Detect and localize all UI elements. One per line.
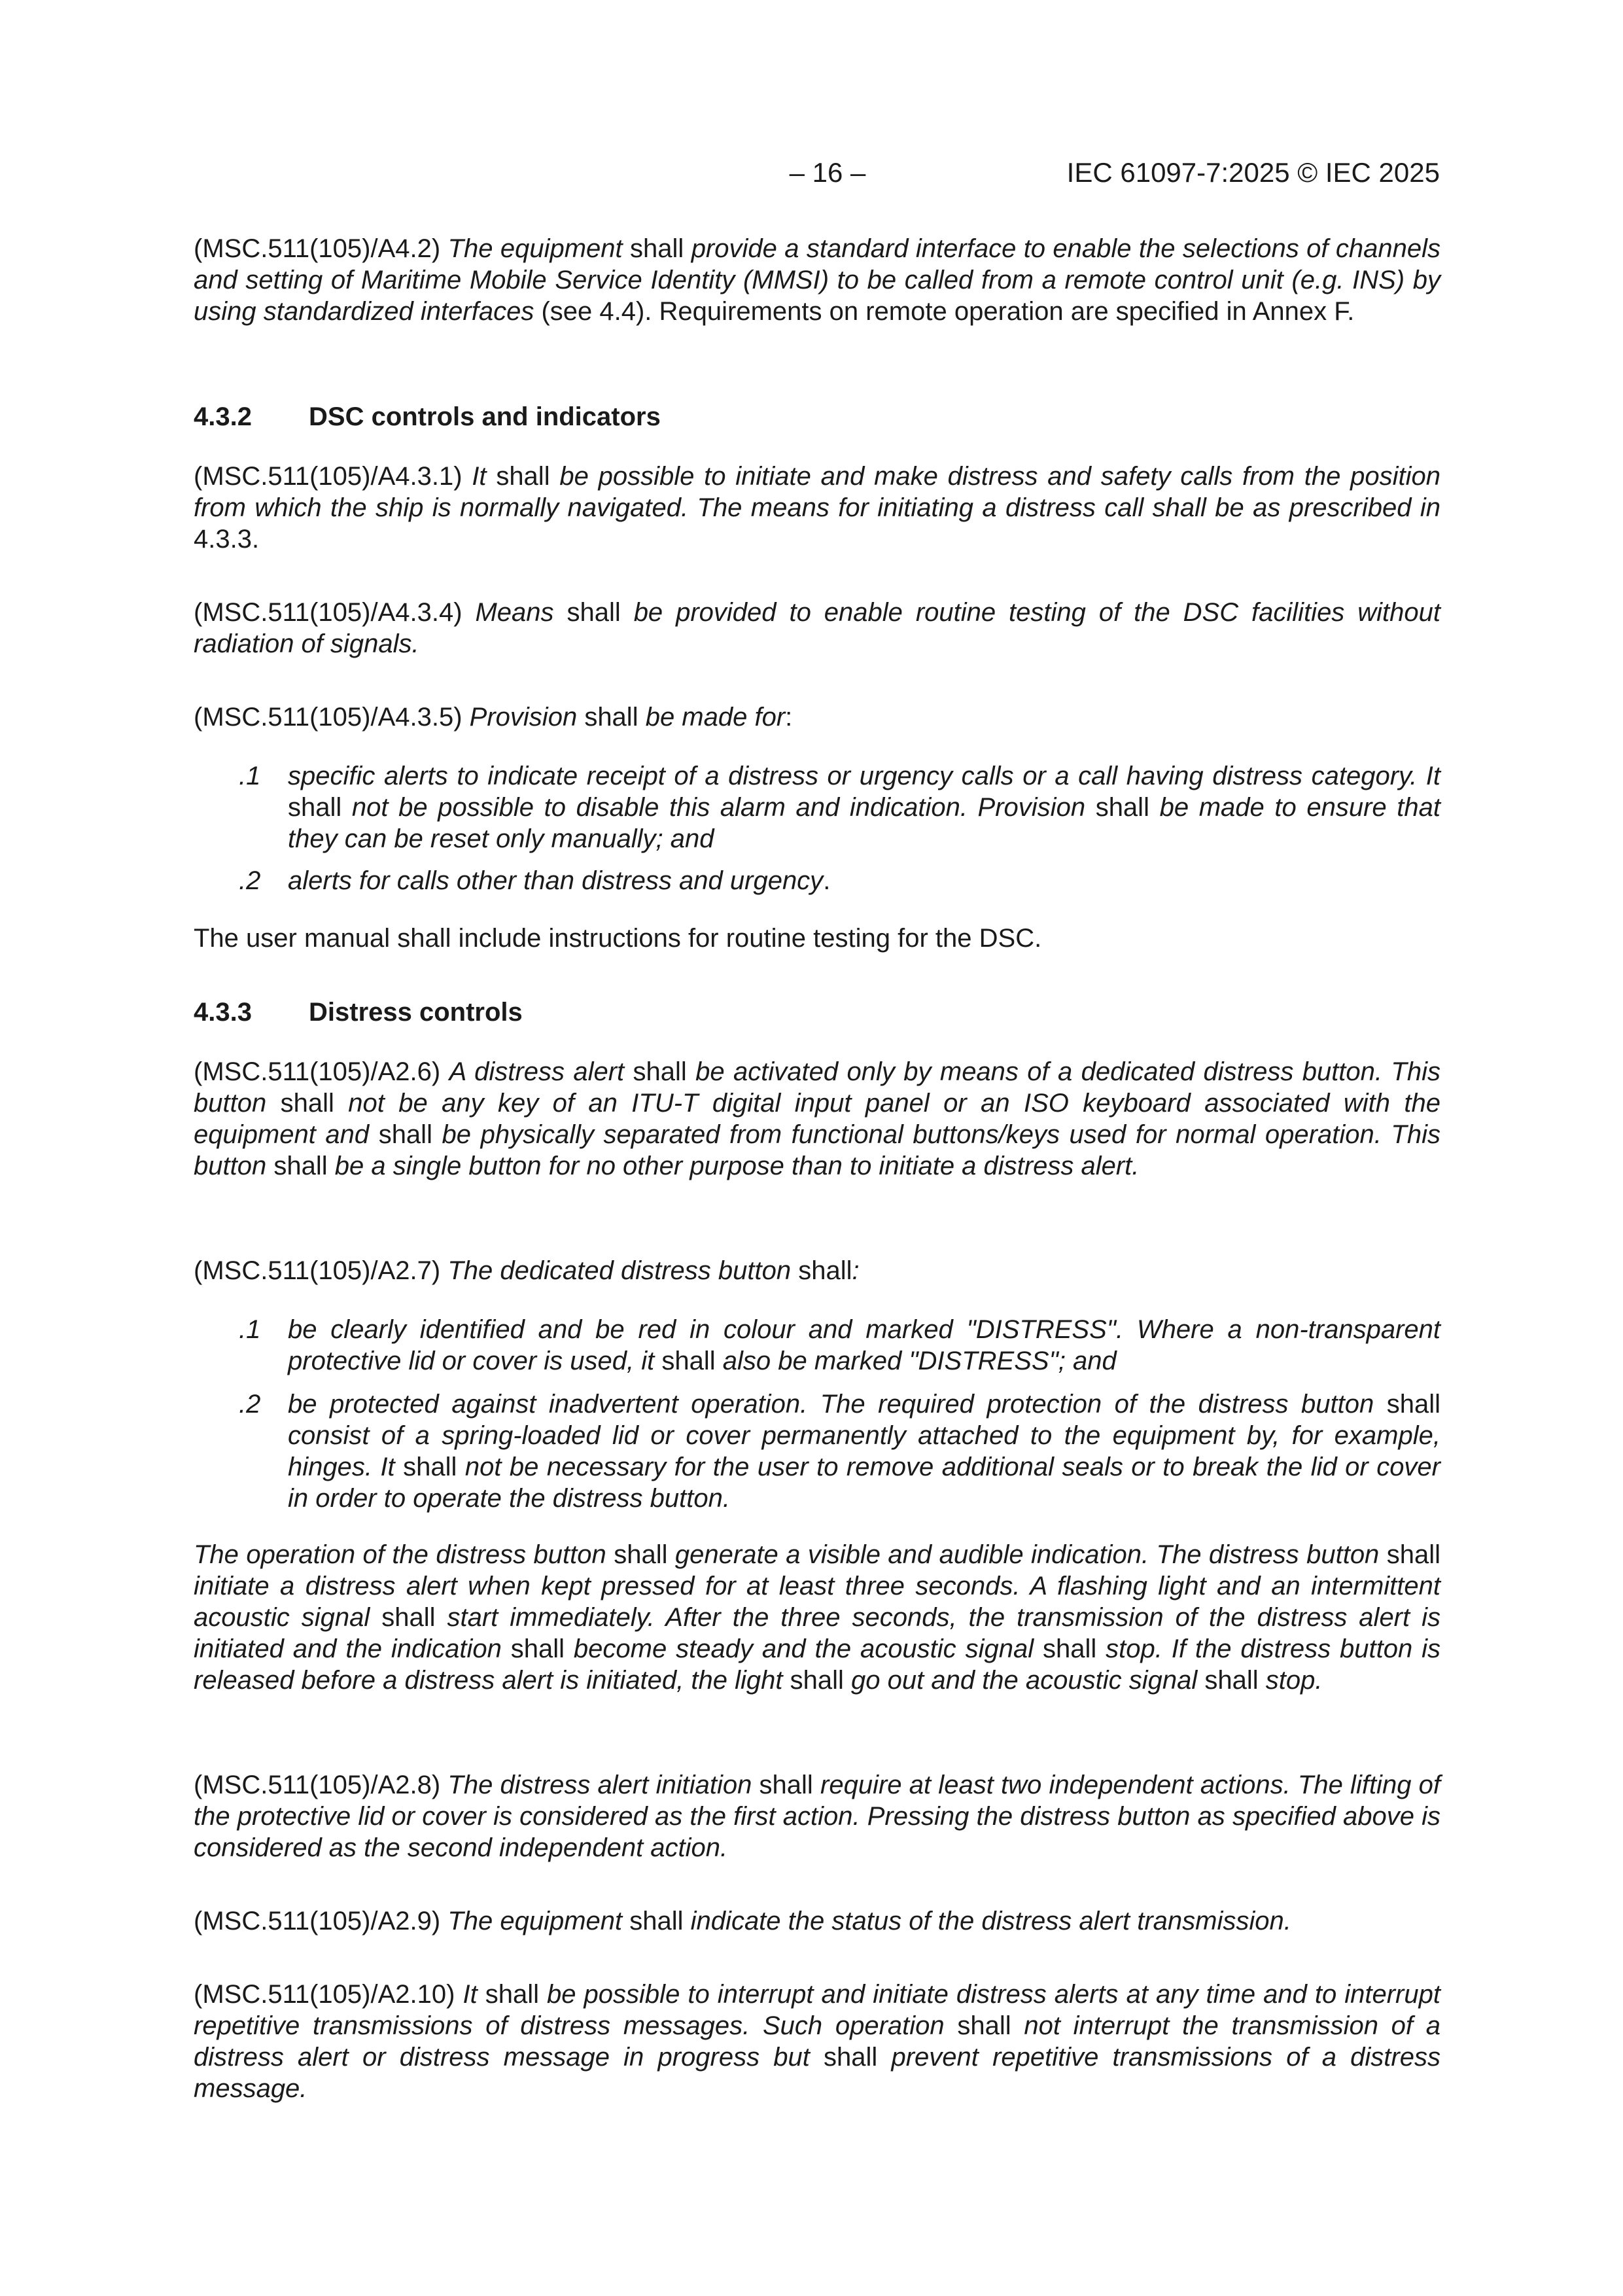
clause-reference: (MSC.511(105)/A2.9) [194, 1907, 441, 1935]
clause-reference: (MSC.511(105)/A2.7) [194, 1256, 441, 1285]
section-number: 4.3.3 [194, 998, 252, 1027]
list-item: .2 be protected against inadvertent operation. The required protection of the distress button shall consist of a spring-loaded lid or cover permanently attached to the equipment by, for example, hinges. It shall not be necessary for the user to remove additional seals or to break the lid or cover in order to operate the distress button. [239, 1390, 1441, 1513]
list-marker: .1 [239, 762, 261, 790]
section-title: Distress controls [309, 998, 523, 1027]
section-heading-4-3-3 [194, 996, 1440, 1029]
document-reference: IEC 61097-7:2025 © IEC 2025 [1066, 157, 1440, 188]
page-number: – 16 – [789, 157, 866, 188]
clause-reference: (MSC.511(105)/A4.3.4) [194, 598, 462, 627]
paragraph-a4-2: (MSC.511(105)/A4.2) The equipment shall provide a standard interface to enable the selections of channels and setting of Maritime Mobile Service Identity (MMSI) to be called from a remote control unit (e.g. INS) by using standardized interfaces (see 4.4). Requirements on remote operation are specified in Annex F. [194, 234, 1440, 326]
list-item: .2 alerts for calls other than distress and urgency. [239, 866, 831, 895]
section-number: 4.3.2 [194, 402, 252, 431]
paragraph-a4-3-5: (MSC.511(105)/A4.3.5) Provision shall be made for: [194, 703, 793, 732]
paragraph-distress-button-operation: The operation of the distress button shall generate a visible and audible indication. The distress button shall initiate a distress alert when kept pressed for at least three seconds. A flashing light and an intermittent acoustic signal shall start immediately. After the three seconds, the transmission of the distress alert is initiated and the indication shall become steady and the acoustic signal shall stop. If the distress button is released before a distress alert is initiated, the light shall go out and the acoustic signal shall stop. [194, 1540, 1440, 1695]
list-marker: .1 [239, 1315, 261, 1344]
list-item: .1 be clearly identified and be red in colour and marked "DISTRESS". Where a non-transparent protective lid or cover is used, it shall also be marked "DISTRESS"; and [239, 1315, 1440, 1375]
clause-reference: (MSC.511(105)/A4.2) [194, 234, 441, 263]
list-item: .1 specific alerts to indicate receipt of a distress or urgency calls or a call having distress category. It shall not be possible to disable this alarm and indication. Provision shall be made to ensure that they can be reset only manually; and [239, 762, 1440, 853]
paragraph-a2-8: (MSC.511(105)/A2.8) The distress alert initiation shall require at least two independent actions. The lifting of the protective lid or cover is considered as the first action. Pressing the distress button as specified above is considered as the second independent action. [194, 1771, 1441, 1862]
paragraph-a4-3-4: (MSC.511(105)/A4.3.4) Means shall be provided to enable routine testing of the DSC facilities without radiation of signals. [194, 598, 1440, 658]
paragraph-user-manual: The user manual shall include instructions for routine testing for the DSC. [194, 924, 1042, 953]
list-marker: .2 [239, 1390, 261, 1419]
paragraph-a2-10: (MSC.511(105)/A2.10) It shall be possible to interrupt and initiate distress alerts at any time and to interrupt repetitive transmissions of distress messages. Such operation shall not interrupt the transmission of a distress alert or distress message in progress but shall prevent repetitive transmissions of a distress message. [194, 1980, 1440, 2103]
clause-reference: (MSC.511(105)/A4.3.1) [194, 462, 462, 491]
clause-reference: (MSC.511(105)/A2.6) [194, 1057, 441, 1086]
paragraph-a4-3-1: (MSC.511(105)/A4.3.1) It shall be possible to initiate and make distress and safety calls from the position from which the ship is normally navigated. The means for initiating a distress call shall be as prescribed in 4.3.3. [194, 462, 1440, 554]
clause-reference: (MSC.511(105)/A4.3.5) [194, 703, 462, 732]
paragraph-a2-9: (MSC.511(105)/A2.9) The equipment shall indicate the status of the distress alert transmission. [194, 1907, 1291, 1935]
section-heading-4-3-2 [194, 400, 1440, 433]
clause-reference: (MSC.511(105)/A2.10) [194, 1980, 455, 2009]
clause-reference: (MSC.511(105)/A2.8) [194, 1771, 441, 1799]
paragraph-a2-7: (MSC.511(105)/A2.7) The dedicated distress button shall: [194, 1256, 860, 1285]
paragraph-a2-6: (MSC.511(105)/A2.6) A distress alert shall be activated only by means of a dedicated distress button. This button shall not be any key of an ITU-T digital input panel or an ISO keyboard associated with the equipment and shall be physically separated from functional buttons/keys used for normal operation. This button shall be a single button for no other purpose than to initiate a distress alert. [194, 1057, 1440, 1180]
section-title: DSC controls and indicators [309, 402, 661, 431]
list-marker: .2 [239, 866, 261, 895]
